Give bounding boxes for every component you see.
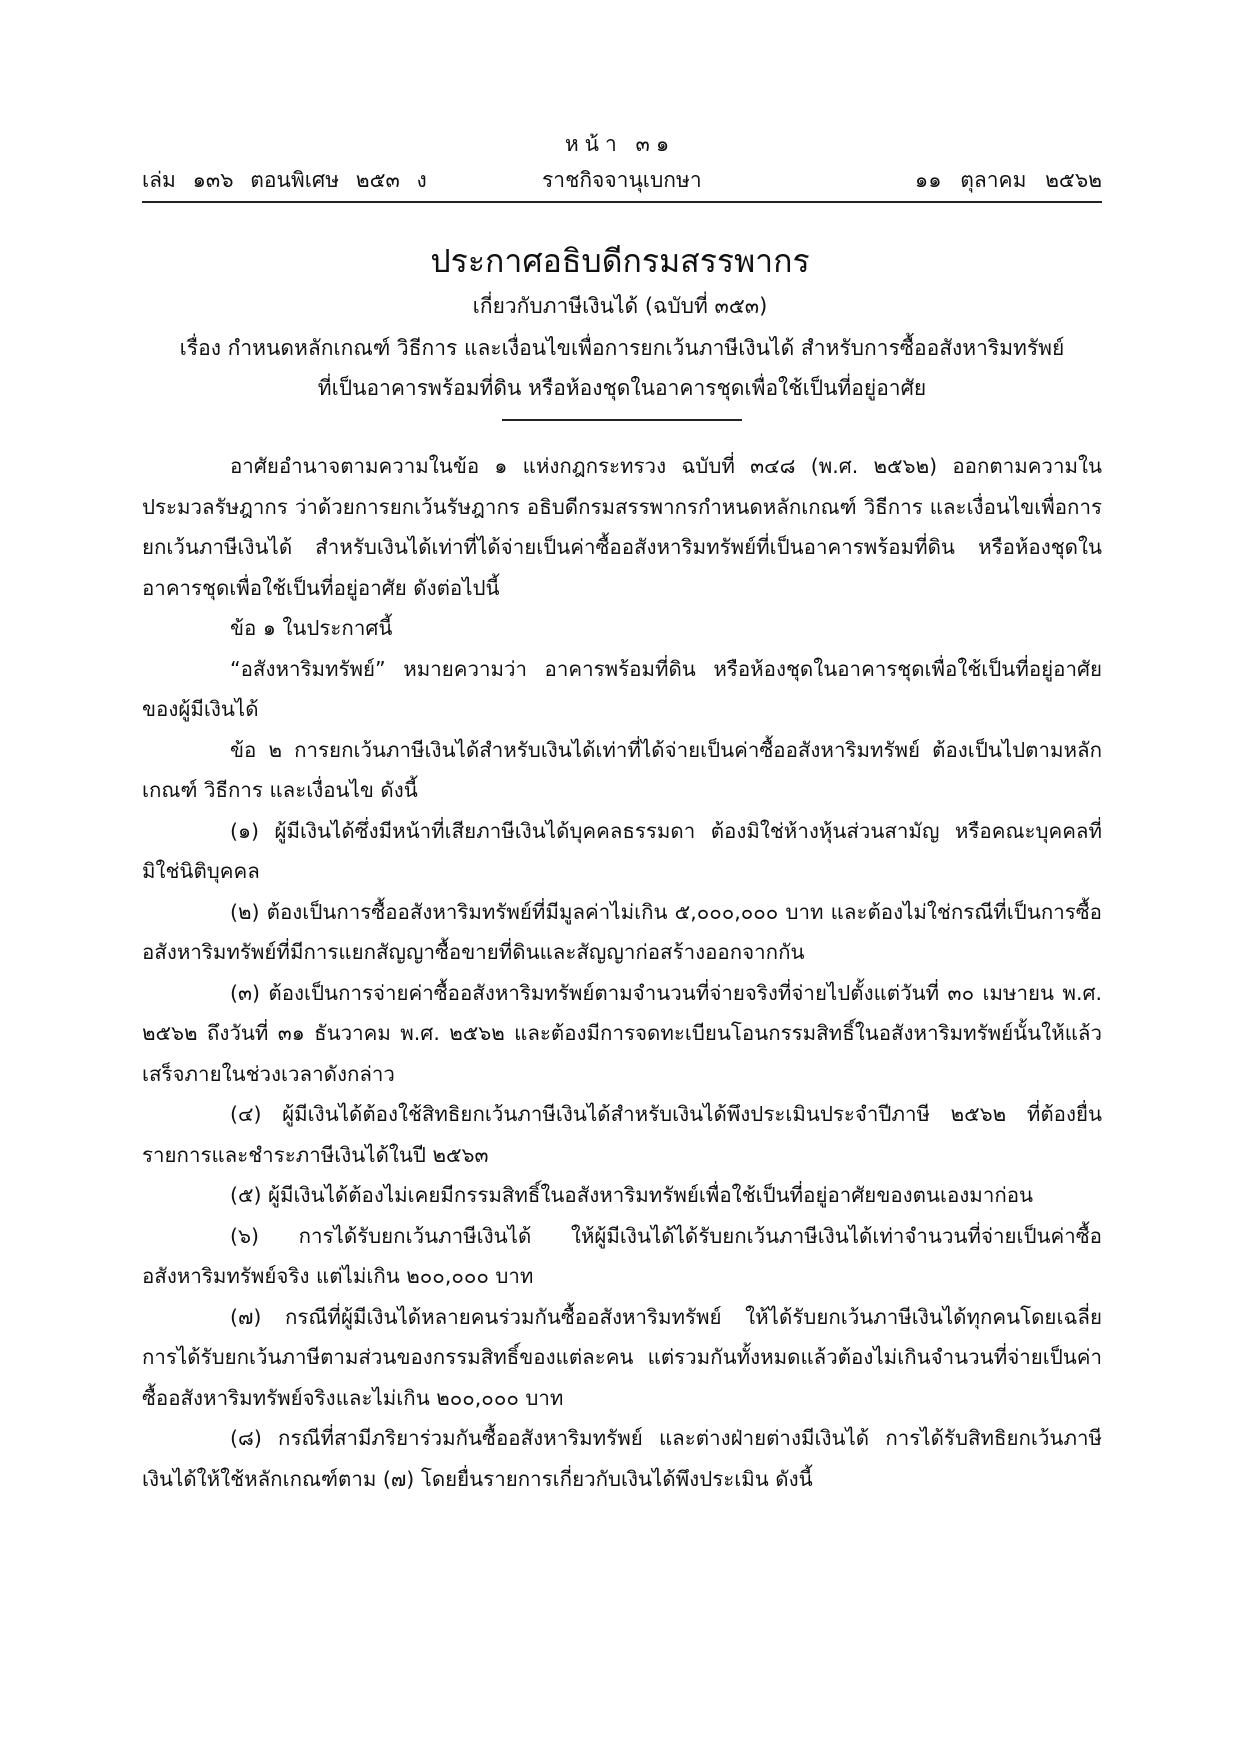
volume-info: เล่ม ๑๓๖ ตอนพิเศษ ๒๕๓ ง xyxy=(142,168,427,192)
document-body xyxy=(142,446,1102,1499)
list-item: (๖) การได้รับยกเว้นภาษีเงินได้ ให้ผู้มีเงินได้ได้รับยกเว้นภาษีเงินได้เท่าจำนวนที่จ่ายเป็นค่าซื้ออสังหาริมทรัพย์จริง แต่ไม่เกิน ๒๐๐,๐๐๐ บาท xyxy=(142,1223,1102,1288)
list-item: (๑) ผู้มีเงินได้ซึ่งมีหน้าที่เสียภาษีเงินได้บุคคลธรรมดา ต้องมิใช่ห้างหุ้นส่วนสามัญ หรือคณะบุคคลที่มิใช่นิติบุคคล xyxy=(142,818,1102,883)
subject-divider xyxy=(502,419,742,421)
clause-2: ข้อ ๒ การยกเว้นภาษีเงินได้สำหรับเงินได้เท่าที่ได้จ่ายเป็นค่าซื้ออสังหาริมทรัพย์ ต้องเป็นไปตามหลักเกณฑ์ วิธีการ และเงื่อนไข ดังนี้ xyxy=(142,737,1102,802)
list-item: (๗) กรณีที่ผู้มีเงินได้หลายคนร่วมกันซื้ออสังหาริมทรัพย์ ให้ได้รับยกเว้นภาษีเงินได้ทุกคนโดยเฉลี่ยการได้รับยกเว้นภาษีตามส่วนของกรรมสิทธิ์ของแต่ละคน แต่รวมกันทั้งหมดแล้วต้องไม่เกินจำนวนที่จ่ายเป็นค่าซื้ออสังหาริมทรัพย์จริงและไม่เกิน ๒๐๐,๐๐๐ บาท xyxy=(142,1304,1102,1410)
list-item: (๔) ผู้มีเงินได้ต้องใช้สิทธิยกเว้นภาษีเงินได้สำหรับเงินได้พึงประเมินประจำปีภาษี ๒๕๖๒ ที่ต้องยื่นรายการและชำระภาษีเงินได้ในปี ๒๕๖๓ xyxy=(142,1102,1102,1167)
list-item: (๘) กรณีที่สามีภริยาร่วมกันซื้ออสังหาริมทรัพย์ และต่างฝ่ายต่างมีเงินได้ การได้รับสิทธิยกเว้นภาษีเงินได้ให้ใช้หลักเกณฑ์ตาม (๗) โดยยื่นรายการเกี่ยวกับเงินได้พึงประเมิน ดังนี้ xyxy=(142,1426,1102,1491)
page-number: หน้า ๓๑ xyxy=(564,132,676,156)
definition-paragraph: “อสังหาริมทรัพย์” หมายความว่า อาคารพร้อมที่ดิน หรือห้องชุดในอาคารชุดเพื่อใช้เป็นที่อยู่อาศัยของผู้มีเงินได้ xyxy=(142,656,1102,721)
publication-date: ๑๑ ตุลาคม ๒๕๖๒ xyxy=(914,168,1102,192)
preamble-paragraph: อาศัยอำนาจตามความในข้อ ๑ แห่งกฎกระทรวง ฉบับที่ ๓๔๘ (พ.ศ. ๒๕๖๒) ออกตามความในประมวลรัษฎากร ว่าด้วยการยกเว้นรัษฎากร อธิบดีกรมสรรพากรกำหนดหลักเกณฑ์ วิธีการ และเงื่อนไขเพื่อการยกเว้นภาษีเงินได้ สำหรับเงินได้เท่าที่ได้จ่ายเป็นค่าซื้ออสังหาริมทรัพย์ที่เป็นอาคารพร้อมที่ดิน หรือห้องชุดในอาคารชุดเพื่อใช้เป็นที่อยู่อาศัย ดังต่อไปนี้ xyxy=(142,454,1102,600)
gazette-name: ราชกิจจานุเบกษา xyxy=(542,168,702,192)
list-item: (๕) ผู้มีเงินได้ต้องไม่เคยมีกรรมสิทธิ์ในอสังหาริมทรัพย์เพื่อใช้เป็นที่อยู่อาศัยของตนเองมาก่อน xyxy=(230,1183,1034,1207)
list-item: (๓) ต้องเป็นการจ่ายค่าซื้ออสังหาริมทรัพย์ตามจำนวนที่จ่ายจริงที่จ่ายไปตั้งแต่วันที่ ๓๐ เมษายน พ.ศ. ๒๕๖๒ ถึงวันที่ ๓๑ ธันวาคม พ.ศ. ๒๕๖๒ และต้องมีการจดทะเบียนโอนกรรมสิทธิ์ในอสังหาริมทรัพย์นั้นให้แล้วเสร็จภายในช่วงเวลาดังกล่าว xyxy=(142,980,1102,1086)
running-head xyxy=(142,164,1102,198)
header-divider xyxy=(142,201,1102,203)
list-item: (๒) ต้องเป็นการซื้ออสังหาริมทรัพย์ที่มีมูลค่าไม่เกิน ๕,๐๐๐,๐๐๐ บาท และต้องไม่ใช่กรณีที่เป็นการซื้ออสังหาริมทรัพย์ที่มีการแยกสัญญาซื้อขายที่ดินและสัญญาก่อสร้างออกจากกัน xyxy=(142,899,1102,964)
announcement-subtitle: เกี่ยวกับภาษีเงินได้ (ฉบับที่ ๓๕๓) xyxy=(472,294,768,318)
announcement-subject xyxy=(142,328,1102,408)
subject-line: เรื่อง กำหนดหลักเกณฑ์ วิธีการ และเงื่อนไขเพื่อการยกเว้นภาษีเงินได้ สำหรับการซื้ออสังหาริมทรัพย์ xyxy=(179,336,1065,360)
clause-1: ข้อ ๑ ในประกาศนี้ xyxy=(230,616,393,640)
announcement-title: ประกาศอธิบดีกรมสรรพากร xyxy=(430,242,810,280)
subject-line: ที่เป็นอาคารพร้อมที่ดิน หรือห้องชุดในอาคารชุดเพื่อใช้เป็นที่อยู่อาศัย xyxy=(317,376,927,400)
